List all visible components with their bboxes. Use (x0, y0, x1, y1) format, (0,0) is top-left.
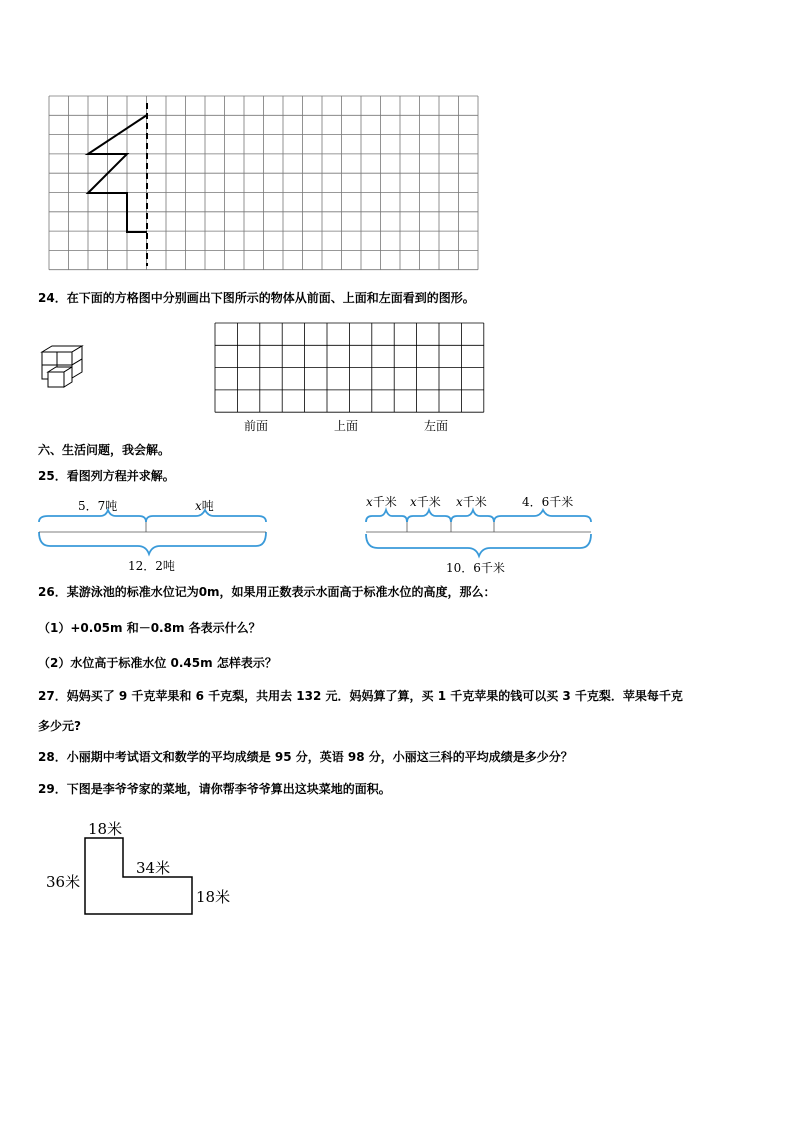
fig2-part1-label: x千米 (366, 495, 397, 509)
question-26-text: 26．某游泳池的标准水位记为0m，如果用正数表示水面高于标准水位的高度，那么： (38, 585, 496, 599)
fig2-part4-label: 4．6千米 (522, 495, 574, 509)
fig1-total-label: 12．2吨 (128, 559, 175, 573)
fig2-part3-label: x千米 (456, 495, 487, 509)
fig1-part-b-label: x吨 (195, 499, 214, 513)
plot-top-dimension: 18米 (88, 820, 123, 838)
question-28-text: 28．小丽期中考试语文和数学的平均成绩是 95 分，英语 98 分，小丽这三科的平均成绩是多少分？ (38, 750, 573, 764)
question-27-line1: 27．妈妈买了 9 千克苹果和 6 千克梨，共用去 132 元．妈妈算了算，买 1 千克苹果的钱可以买 3 千克梨．苹果每千克 (38, 689, 683, 703)
plot-right-dimension: 18米 (196, 888, 231, 906)
label-front-view: 前面 (244, 419, 269, 433)
question-29-text: 29．下图是李爷爷家的菜地，请你帮李爷爷算出这块菜地的面积。 (38, 782, 391, 796)
fig2-part2-label: x千米 (410, 495, 441, 509)
question-26-sub1: （1）+0.05m 和－0.8m 各表示什么？ (38, 621, 261, 635)
question-26-sub2: （2）水位高于标准水位 0.45m 怎样表示？ (38, 656, 277, 670)
fig1-part-a-label: 5．7吨 (78, 499, 118, 513)
question-27-line2: 多少元? (38, 719, 81, 733)
plot-left-dimension: 36米 (46, 873, 81, 891)
fig2-total-label: 10．6千米 (446, 561, 505, 575)
question-25-text: 25．看图列方程并求解。 (38, 469, 175, 483)
question-24-text: 24．在下面的方格图中分别画出下图所示的物体从前面、上面和左面看到的图形。 (38, 291, 475, 305)
label-top-view: 上面 (334, 419, 359, 433)
plot-middle-dimension: 34米 (136, 859, 171, 877)
label-left-view: 左面 (424, 419, 449, 433)
section-6-heading: 六、生活问题，我会解。 (38, 443, 171, 457)
